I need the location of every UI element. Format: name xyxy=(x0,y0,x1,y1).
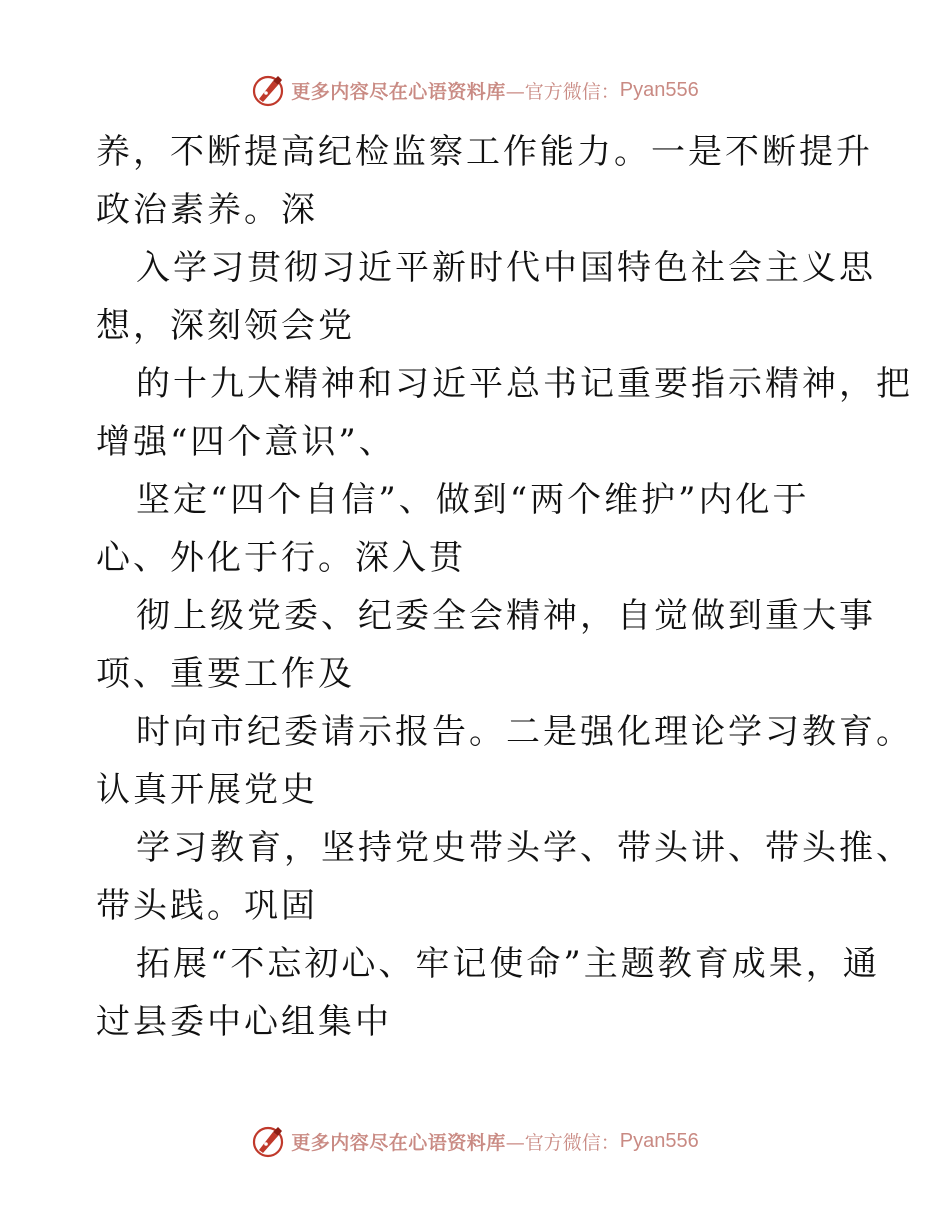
footer-watermark xyxy=(0,1121,950,1161)
header-site-name: 更多内容尽在心语资料库 xyxy=(291,80,506,103)
text-line: 彻上级党委、纪委全会精神，自觉做到重大事 xyxy=(136,596,876,636)
text-line: 政治素养。深 xyxy=(96,190,318,230)
text-line: 项、重要工作及 xyxy=(96,654,355,694)
body-text xyxy=(96,123,913,1051)
text-line: 带头践。巩固 xyxy=(96,886,318,926)
text-line: 拓展“不忘初心、牢记使命”主题教育成果，通 xyxy=(136,944,880,984)
text-line: 的十九大精神和习近平总书记重要指示精神，把 xyxy=(136,364,913,404)
footer-separator: —官方微信： xyxy=(505,1131,620,1154)
text-line: 想，深刻领会党 xyxy=(96,306,355,346)
header-separator: —官方微信： xyxy=(505,80,620,103)
header-watermark xyxy=(0,70,950,110)
text-line: 心、外化于行。深入贯 xyxy=(96,538,466,578)
text-line: 入学习贯彻习近平新时代中国特色社会主义思 xyxy=(136,248,876,288)
text-line: 学习教育，坚持党史带头学、带头讲、带头推、 xyxy=(136,828,913,868)
header-wechat-id: Pyan556 xyxy=(619,78,699,101)
pen-nib-logo-icon xyxy=(251,72,287,108)
footer-wechat-id: Pyan556 xyxy=(619,1129,699,1152)
text-line: 认真开展党史 xyxy=(96,770,318,810)
text-line: 增强“四个意识”、 xyxy=(96,422,396,462)
footer-site-name: 更多内容尽在心语资料库 xyxy=(291,1131,506,1154)
text-line: 过县委中心组集中 xyxy=(96,1002,392,1042)
text-line: 养，不断提高纪检监察工作能力。一是不断提升 xyxy=(96,132,873,172)
pen-nib-logo-icon xyxy=(251,1123,287,1159)
text-line: 时向市纪委请示报告。二是强化理论学习教育。 xyxy=(136,712,913,752)
text-line: 坚定“四个自信”、做到“两个维护”内化于 xyxy=(136,480,810,520)
